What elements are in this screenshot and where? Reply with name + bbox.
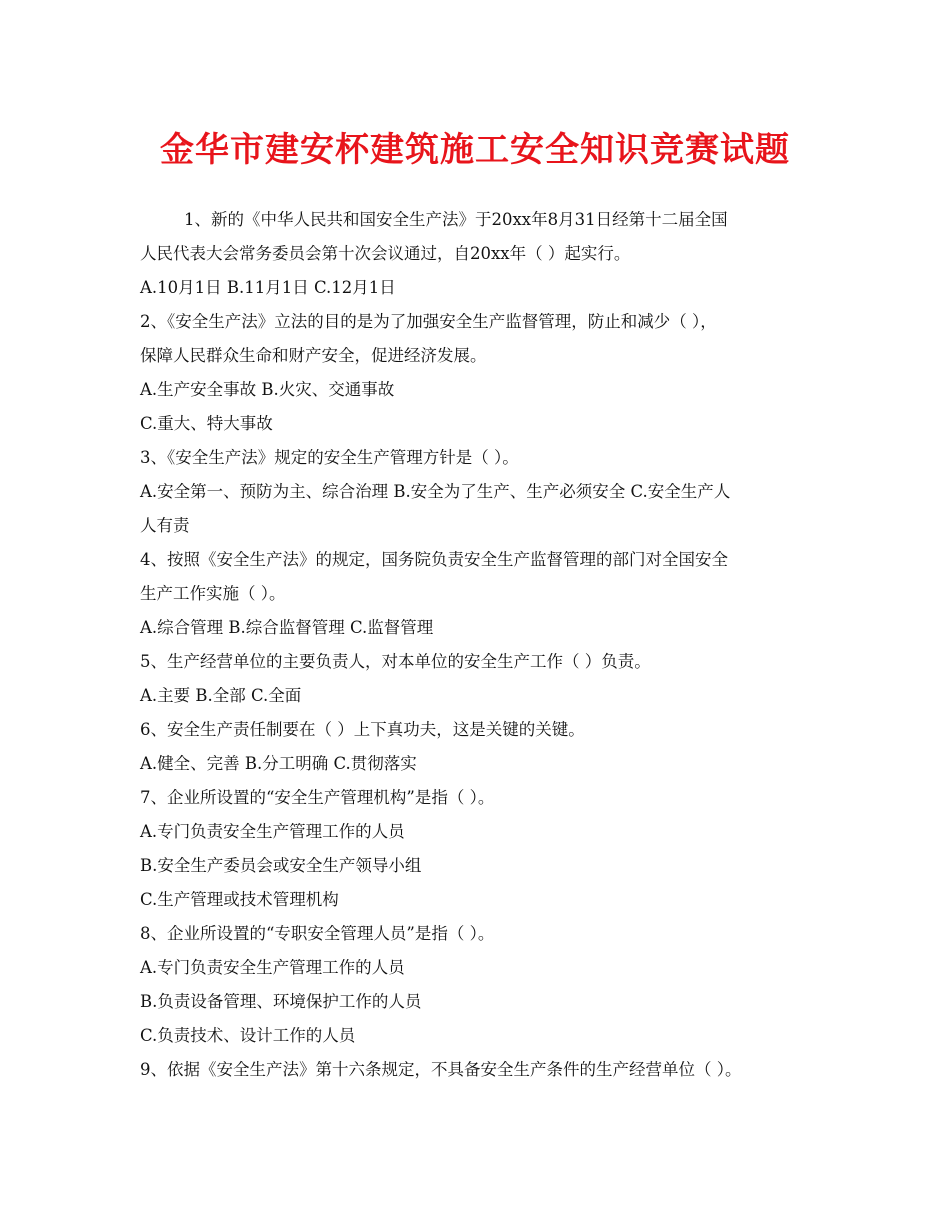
option-line: A.主要 B.全部 C.全面 (140, 686, 302, 705)
document-title: 金华市建安杯建筑施工安全知识竞赛试题 (160, 130, 790, 170)
question-line: 6、安全生产责任制要在（ ）上下真功夫，这是关键的关键。 (140, 720, 585, 739)
text-line: 人民代表大会常务委员会第十次会议通过，自20xx年（ ）起实行。 (140, 244, 631, 263)
option-line: A.专门负责安全生产管理工作的人员 (140, 822, 405, 841)
question-line: 4、按照《安全生产法》的规定，国务院负责安全生产监督管理的部门对全国安全 (140, 550, 728, 569)
option-line: B.负责设备管理、环境保护工作的人员 (140, 992, 422, 1011)
option-line: A.生产安全事故 B.火灾、交通事故 (140, 380, 395, 399)
text-line: 生产工作实施（ ）。 (140, 584, 286, 603)
option-line: C.生产管理或技术管理机构 (140, 890, 339, 909)
text-line: 1、新的《中华人民共和国安全生产法》于20xx年8月31日经第十二届全国 (184, 210, 728, 229)
option-line: C.负责技术、设计工作的人员 (140, 1026, 356, 1045)
question-line: 8、企业所设置的“专职安全管理人员”是指（ ）。 (140, 924, 495, 943)
option-line: A.安全第一、预防为主、综合治理 B.安全为了生产、生产必须安全 C.安全生产人 (140, 482, 731, 501)
question-line: 3、《安全生产法》规定的安全生产管理方针是（ ）。 (140, 448, 519, 467)
text-line: 保障人民群众生命和财产安全，促进经济发展。 (140, 346, 487, 365)
option-line: A.10月1日 B.11月1日 C.12月1日 (140, 278, 396, 297)
option-line: A.综合管理 B.综合监督管理 C.监督管理 (140, 618, 434, 637)
question-line: 5、生产经营单位的主要负责人，对本单位的安全生产工作（ ）负责。 (140, 652, 651, 671)
question-line: 7、企业所设置的“安全生产管理机构”是指（ ）。 (140, 788, 495, 807)
option-line: B.安全生产委员会或安全生产领导小组 (140, 856, 422, 875)
option-line: A.专门负责安全生产管理工作的人员 (140, 958, 405, 977)
option-line: A.健全、完善 B.分工明确 C.贯彻落实 (140, 754, 417, 773)
question-line: 2、《安全生产法》立法的目的是为了加强安全生产监督管理，防止和减少（ ）， (140, 312, 717, 331)
option-line: 人有责 (140, 516, 190, 535)
question-line: 9、依据《安全生产法》第十六条规定，不具备安全生产条件的生产经营单位（ ）。 (140, 1060, 742, 1079)
option-line: C.重大、特大事故 (140, 414, 273, 433)
document-body (140, 203, 825, 1087)
